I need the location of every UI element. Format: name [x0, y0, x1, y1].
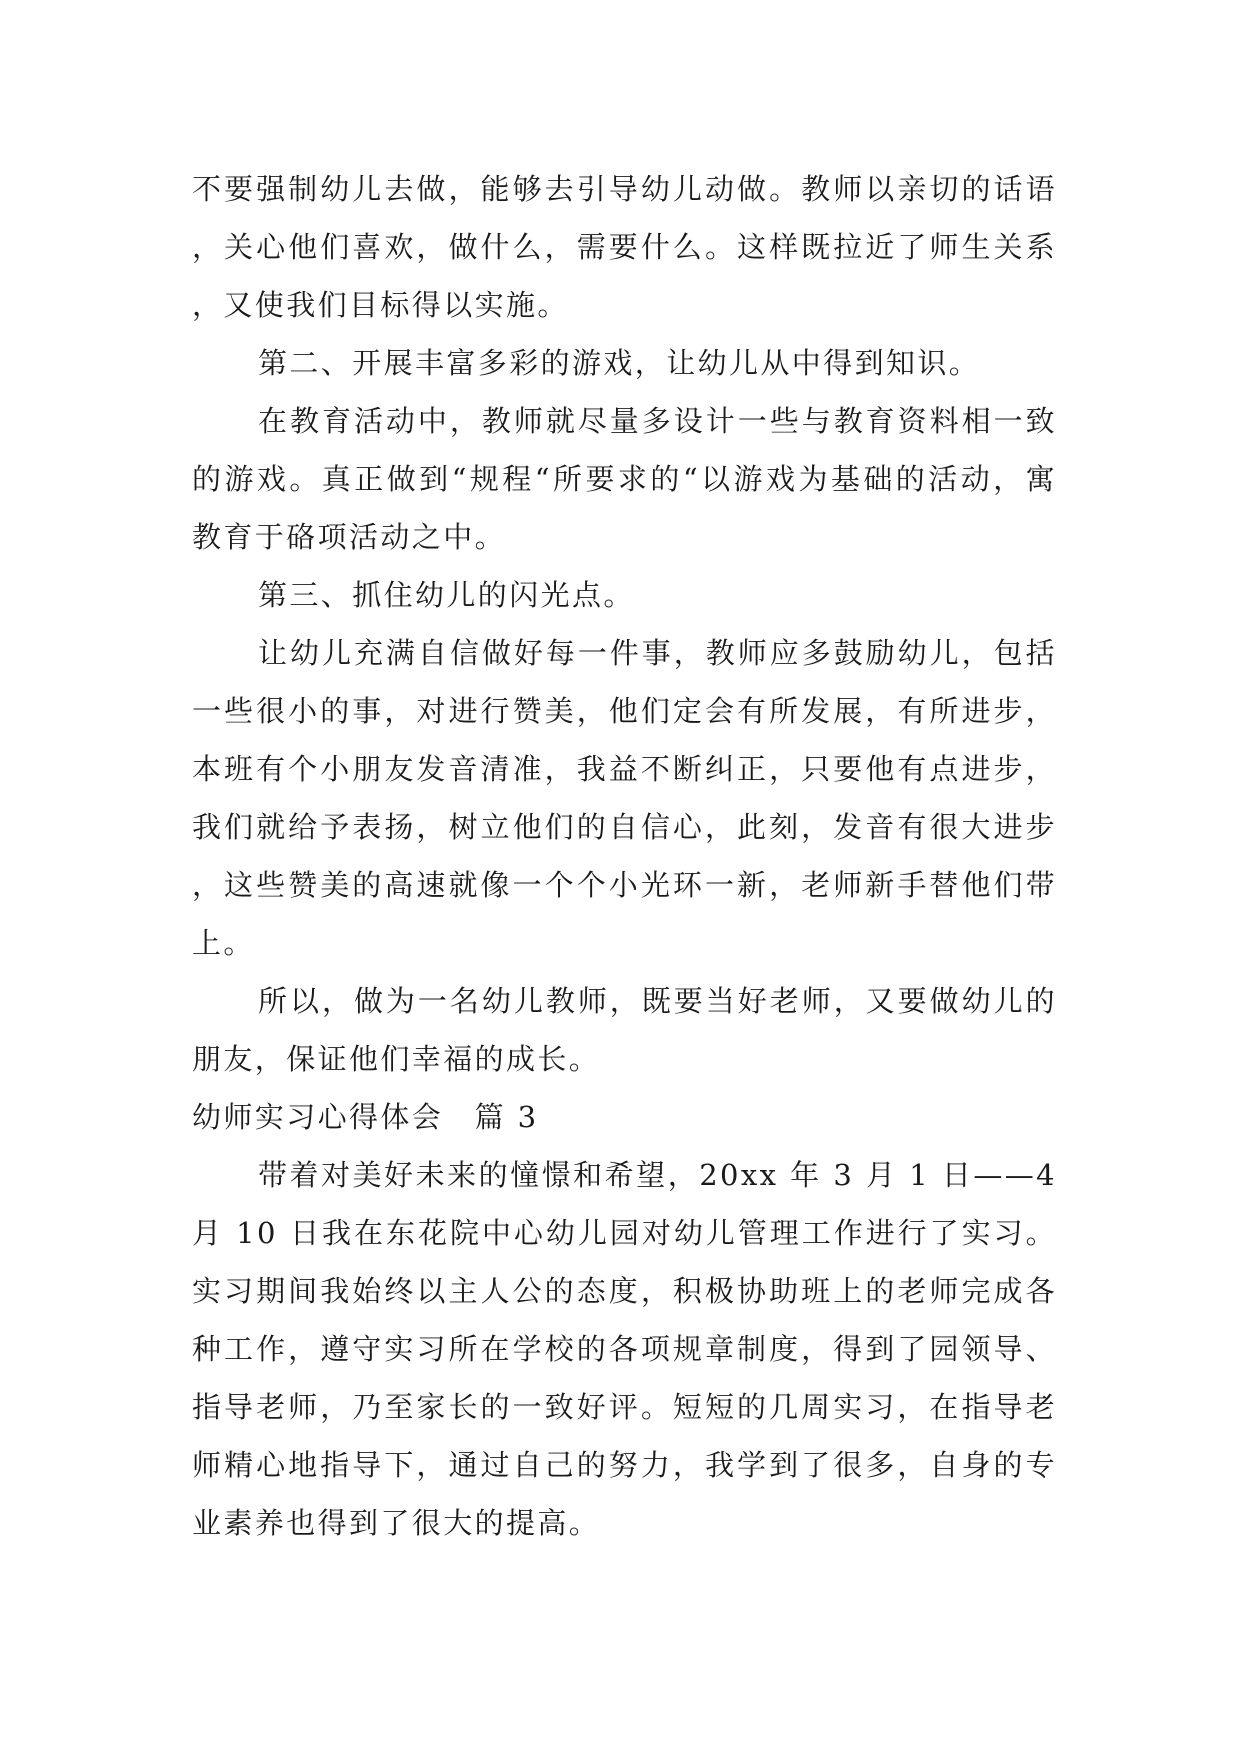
document-body: [192, 160, 1057, 1552]
section-paragraph-1: 带着对美好未来的憧憬和希望，20xx 年 3 月 1 日——4 月 10 日我在东花院中心幼儿园对幼儿管理工作进行了实习。实习期间我始终以主人公的态度，积极协助班上的老师完成各种工作，遵守实习所在学校的各项规章制度，得到了园领导、指导老师，乃至家长的一致好评。短短的几周实习，在指导老师精心地指导下，通过自己的努力，我学到了很多，自身的专业素养也得到了很大的提高。: [192, 1158, 1057, 1540]
paragraph-2: 第二、开展丰富多彩的游戏，让幼儿从中得到知识。: [258, 346, 981, 380]
section-heading: 幼师实习心得体会 篇 3: [192, 1100, 539, 1134]
paragraph-4: 第三、抓住幼儿的闪光点。: [258, 578, 635, 612]
paragraph-6: 所以，做为一名幼儿教师，既要当好老师，又要做幼儿的朋友，保证他们幸福的成长。: [192, 984, 1057, 1076]
paragraph-5: 让幼儿充满自信做好每一件事，教师应多鼓励幼儿，包括一些很小的事，对进行赞美，他们定会有所发展，有所进步，本班有个小朋友发音清准，我益不断纠正，只要他有点进步，我们就给予表扬，树立他们的自信心，此刻，发音有很大进步，这些赞美的高速就像一个个小光环一新，老师新手替他们带上。: [192, 636, 1057, 960]
paragraph-3: 在教育活动中，教师就尽量多设计一些与教育资料相一致的游戏。真正做到“规程“所要求的“以游戏为基础的活动，寓教育于硌项活动之中。: [192, 404, 1057, 554]
paragraph-1: 不要强制幼儿去做，能够去引导幼儿动做。教师以亲切的话语，关心他们喜欢，做什么，需要什么。这样既拉近了师生关系，又使我们目标得以实施。: [192, 172, 1057, 322]
